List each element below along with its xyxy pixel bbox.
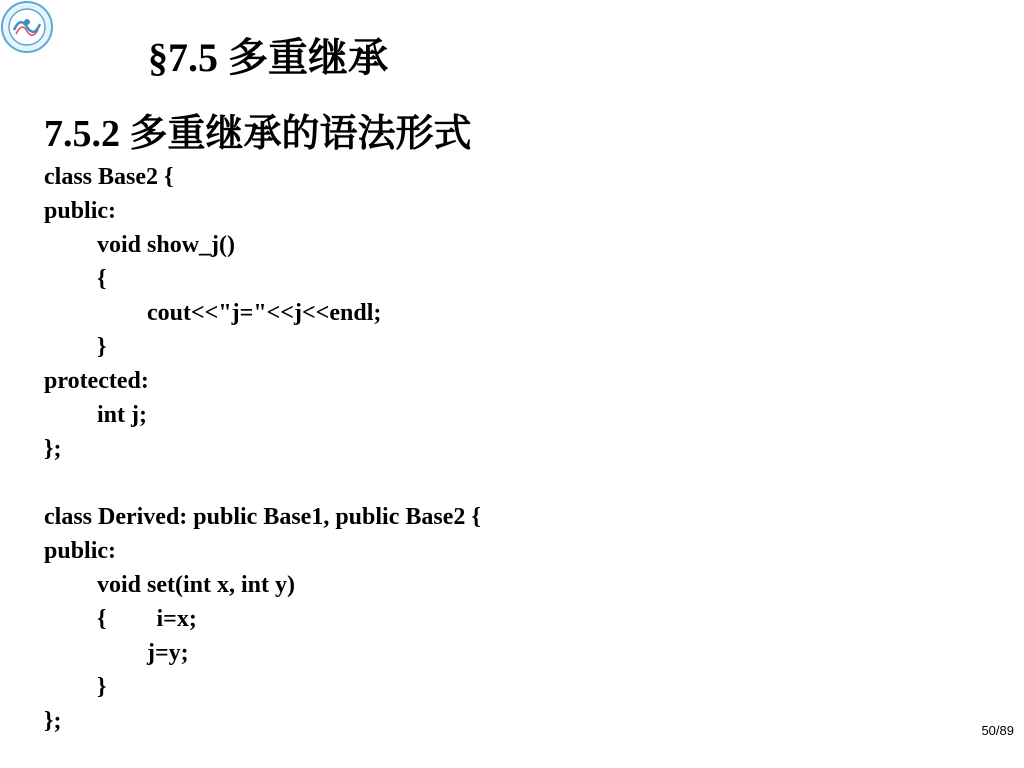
code-token: i=x; [156,606,197,632]
code-line: int j; [97,402,147,428]
code-line [44,602,481,636]
code-line: }; [44,708,62,734]
code-line: { [97,266,107,292]
code-line: cout<<"j="<<j<<endl; [147,300,382,326]
code-line: } [97,674,107,700]
university-seal-icon [0,0,56,56]
code-line: void set(int x, int y) [97,572,295,598]
code-line: class Base2 { [44,164,174,190]
code-line: public: [44,538,117,564]
code-line: } [97,334,107,360]
blank-line [44,466,481,500]
page-number: 50/89 [981,723,1014,738]
svg-text:· · · · ·: · · · · · [19,4,35,10]
code-line: j=y; [147,640,189,666]
slide-title: §7.5 多重继承 [148,35,388,80]
code-line: protected: [44,368,149,394]
code-line: }; [44,436,62,462]
code-line: public: [44,198,117,224]
section-heading: 7.5.2 多重继承的语法形式 [44,113,472,155]
code-line: void show_j() [97,232,236,258]
code-block [44,160,481,738]
code-token: { [97,606,107,632]
code-line: class Derived: public Base1, public Base2 { [44,504,481,530]
